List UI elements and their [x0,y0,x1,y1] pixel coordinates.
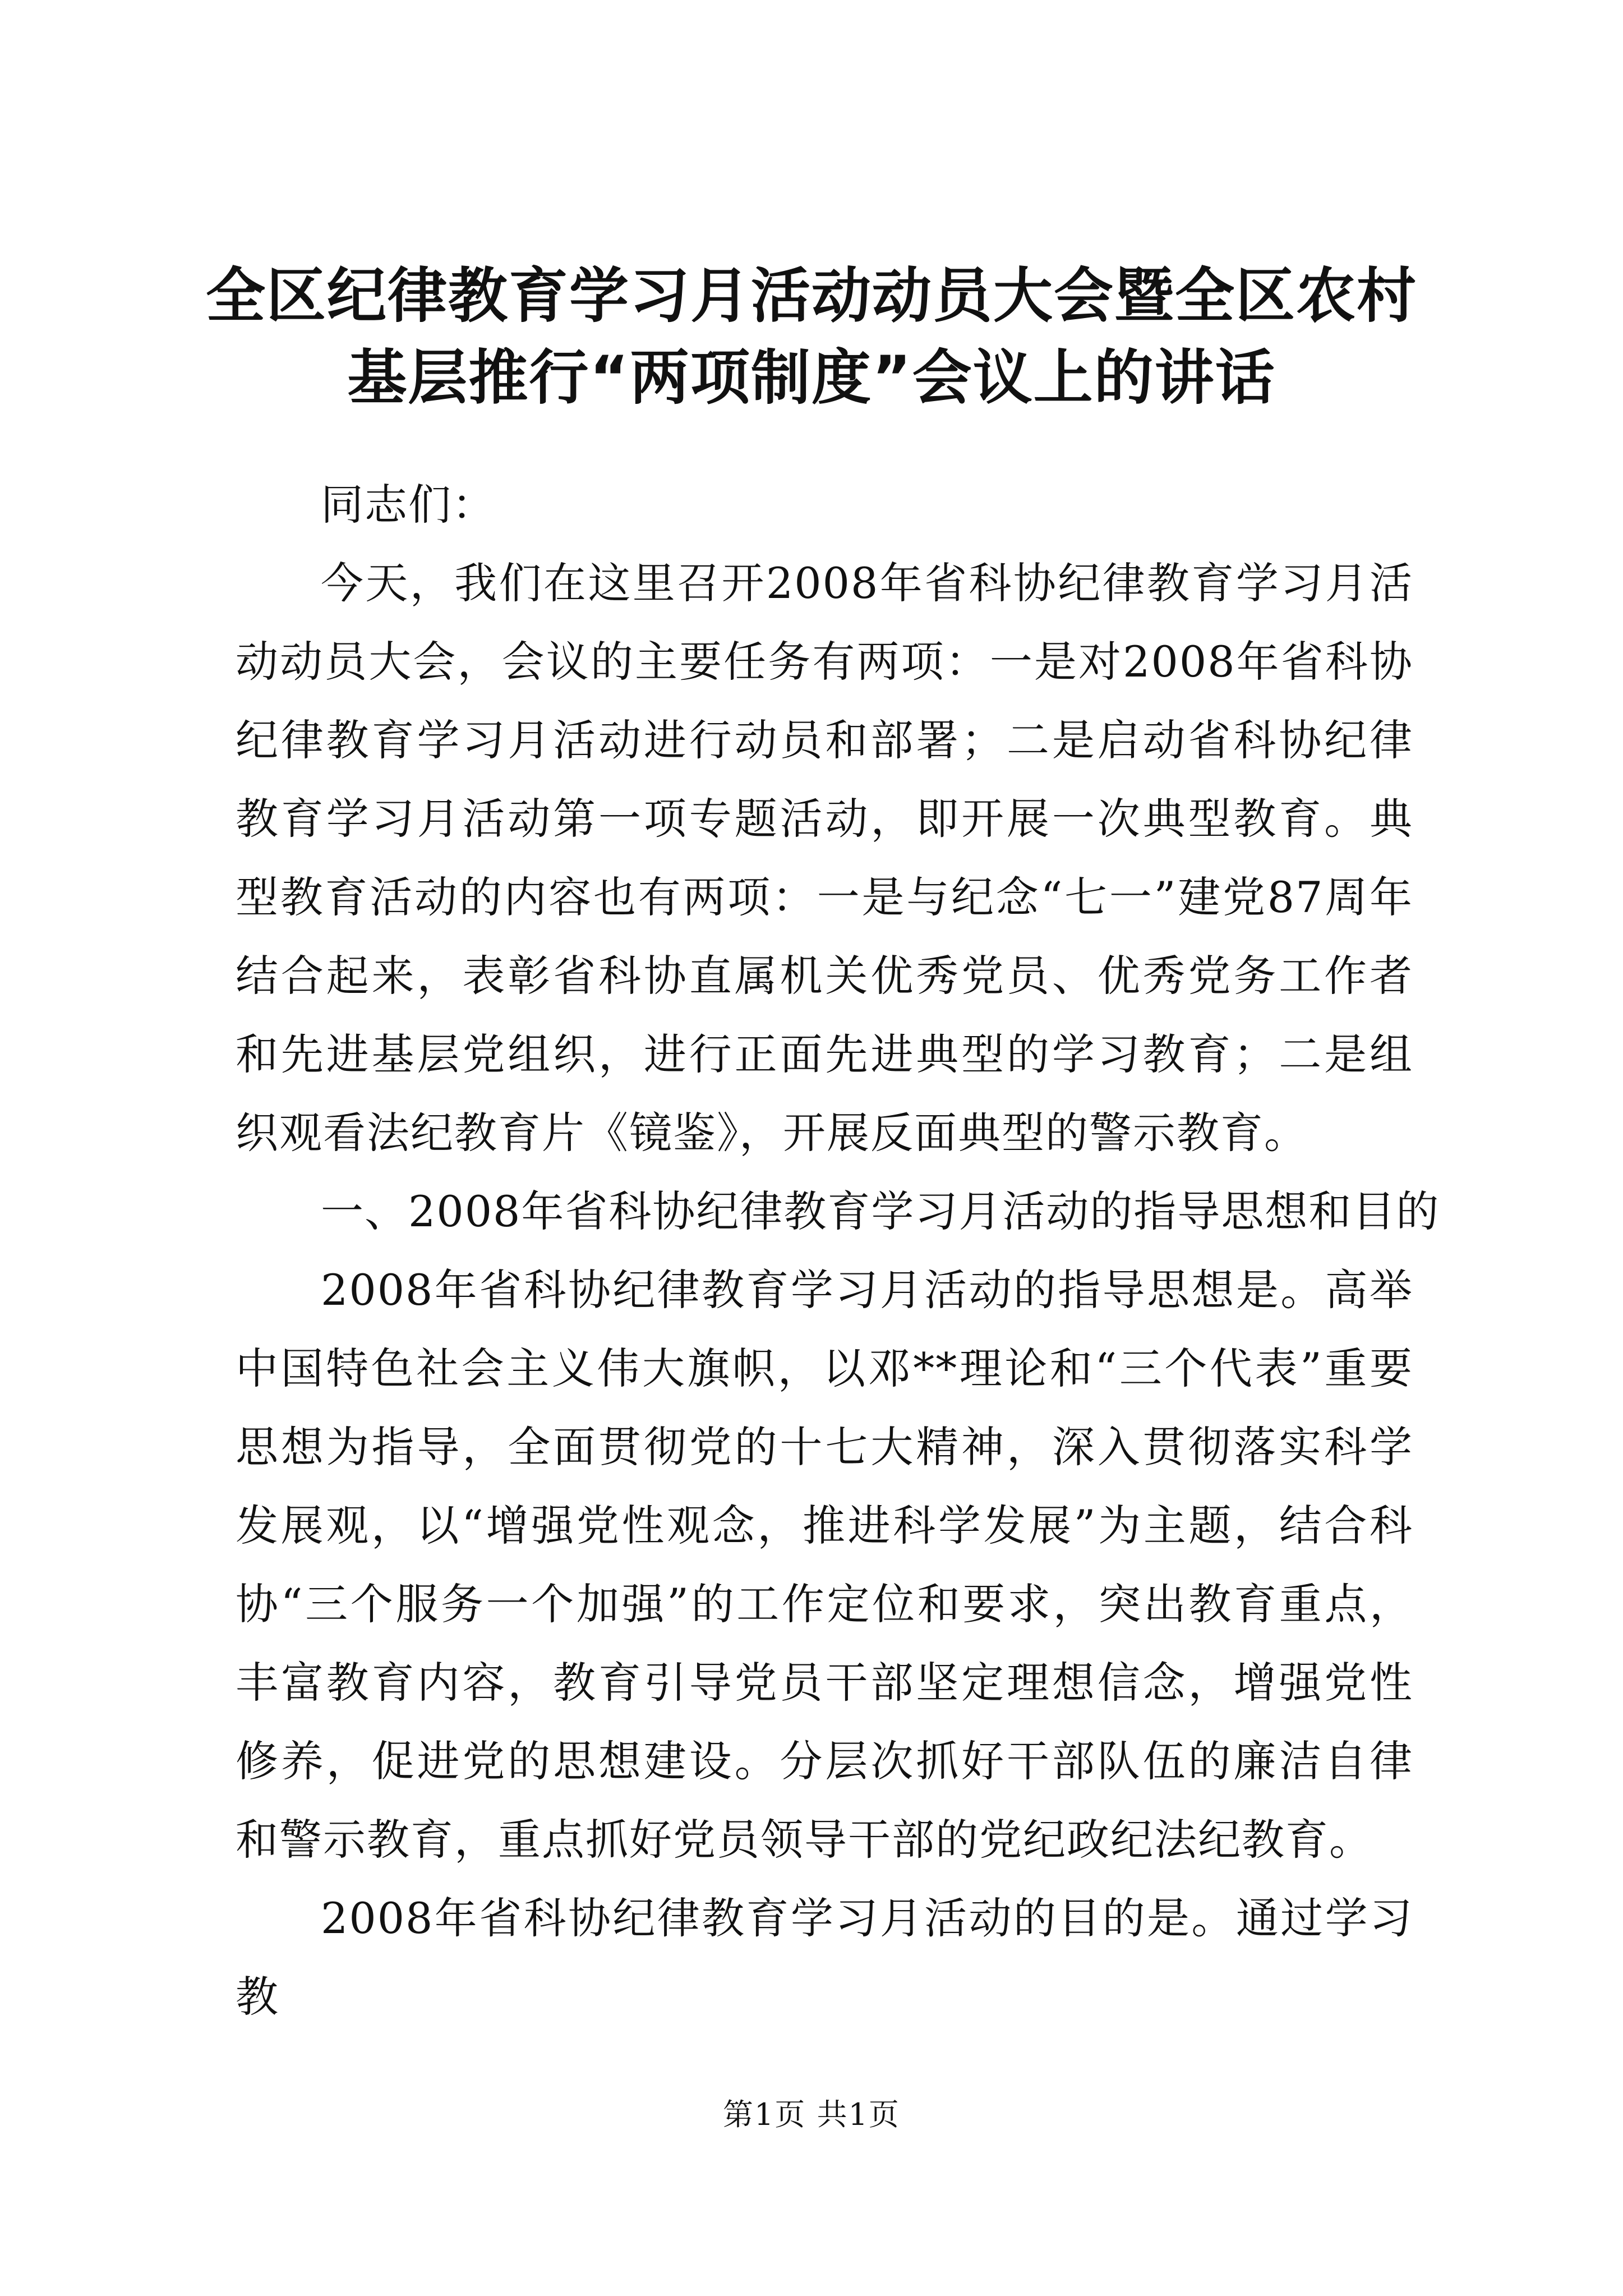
salutation: 同志们： [321,480,496,530]
document-title [185,255,1438,419]
title-line-2: 基层推行“两项制度”会议上的讲话 [347,343,1276,412]
paragraph-purpose: 2008年省科协纪律教育学习月活动的目的是。通过学习教 [236,1893,1413,2022]
paragraph-intro: 今天，我们在这里召开2008年省科协纪律教育学习月活动动员大会，会议的主要任务有两项：一是对2008年省科协纪律教育学习月活动进行动员和部署；二是启动省科协纪律教育学习月活动第一项专题活动，即开展一次典型教育。典型教育活动的内容也有两项：一是与纪念“七一”建党87周年结合起来，表彰省科协直属机关优秀党员、优秀党务工作者和先进基层党组织，进行正面先进典型的学习教育；二是组织观看法纪教育片《镜鉴》，开展反面典型的警示教育。 [236,558,1413,1158]
section-heading: 一、2008年省科协纪律教育学习月活动的指导思想和目的 [321,1186,1440,1236]
page-footer: 第1页 共1页 [723,2097,900,2132]
document-body [236,466,1440,2036]
title-line-1: 全区纪律教育学习月活动动员大会暨全区农村 [206,261,1417,330]
paragraph-guiding-ideology: 2008年省科协纪律教育学习月活动的指导思想是。高举中国特色社会主义伟大旗帜，以邓**理论和“三个代表”重要思想为指导，全面贯彻党的十七大精神，深入贯彻落实科学发展观，以“增强党性观念，推进科学发展”为主题，结合科协“三个服务一个加强”的工作定位和要求，突出教育重点，丰富教育内容，教育引导党员干部坚定理想信念，增强党性修养，促进党的思想建设。分层次抓好干部队伍的廉洁自律和警示教育，重点抓好党员领导干部的党纪政纪法纪教育。 [236,1265,1413,1865]
